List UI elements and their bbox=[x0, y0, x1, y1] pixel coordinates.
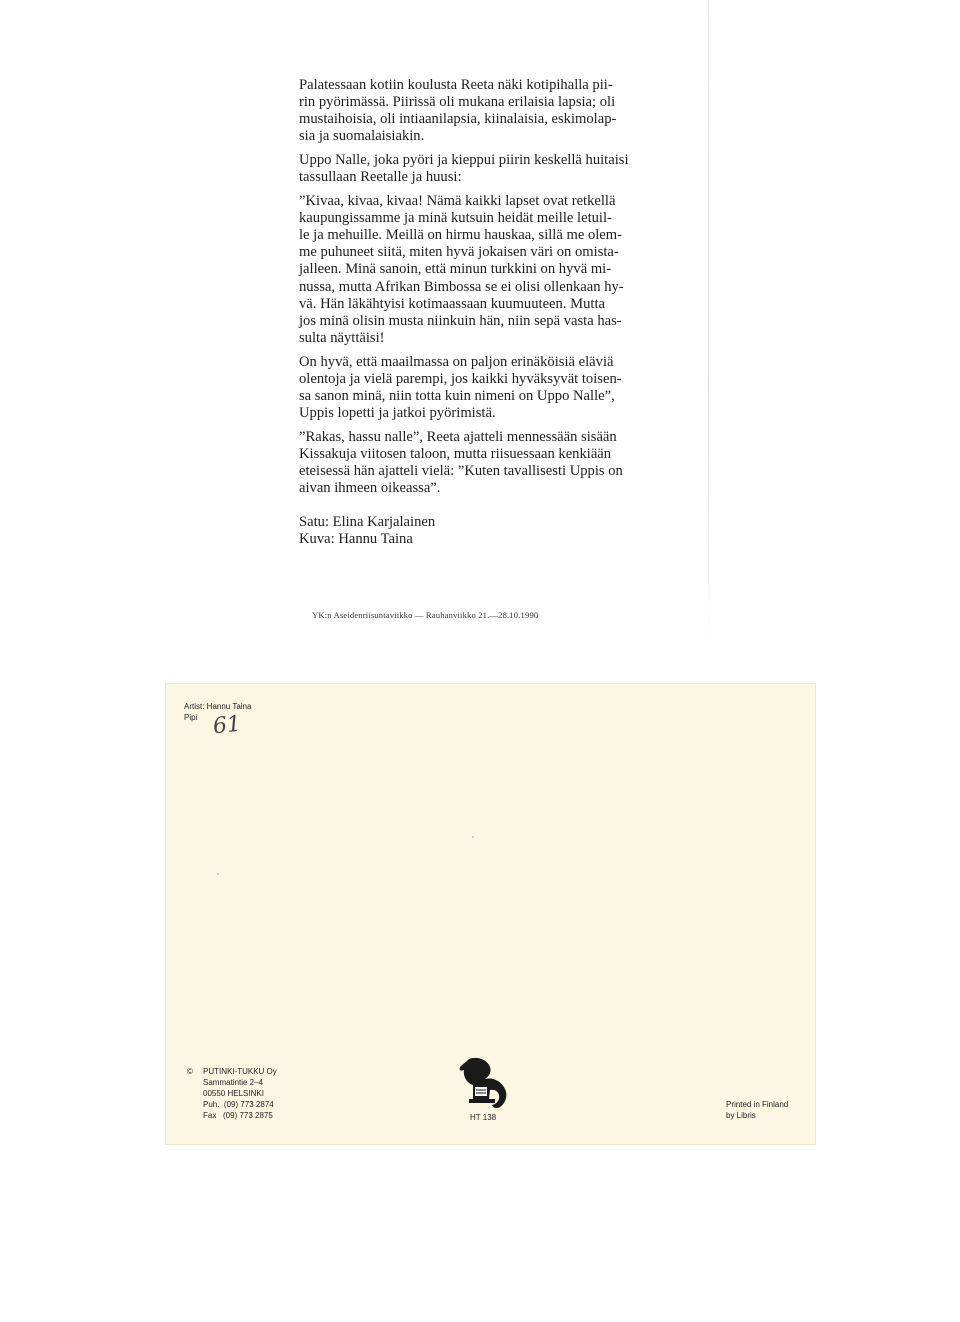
event-footer: YK:n Aseidenriisuntaviikko — Rauhanviikko 21.—28.10.1990 bbox=[312, 610, 539, 620]
handwritten-note: 61 bbox=[211, 711, 243, 740]
story-paragraph-4: On hyvä, että maailmassa on paljon erinäköisiä eläviä olentoja ja vielä parempi, jos kaikki hyväksyvät toisen- sa sanon minä, niin totta kuin nimeni on Uppo Nalle”, Uppis lopetti ja jatkoi pyörimistä. bbox=[299, 353, 622, 421]
postcard-back bbox=[165, 683, 816, 1145]
horse-logo-icon bbox=[455, 1055, 511, 1111]
story-paragraph-2: Uppo Nalle, joka pyöri ja kieppui piirin keskellä huitaisi tassullaan Reetalle ja huusi: bbox=[299, 152, 629, 186]
printed-location: Printed in Finland bbox=[726, 1100, 789, 1109]
copyright-symbol: © bbox=[187, 1067, 193, 1076]
product-code: HT 138 bbox=[470, 1113, 497, 1122]
publisher-info bbox=[187, 1066, 277, 1121]
story-text bbox=[299, 77, 671, 548]
printer-name: by Libris bbox=[726, 1111, 756, 1120]
publisher-phone: Puh. (09) 773 2874 bbox=[203, 1100, 274, 1109]
publisher-name-row bbox=[187, 1066, 277, 1077]
publisher-fax: Fax (09) 773 2875 bbox=[203, 1111, 273, 1120]
card-title: Pipi bbox=[184, 713, 198, 722]
story-paragraph-3: ”Kivaa, kivaa, kivaa! Nämä kaikki lapset ovat retkellä kaupungissamme ja minä kutsuin heidät meille letuil- le ja mehuille. Meillä on hirmu hauskaa, sillä me olem- me puhuneet siitä, miten hyvä jokaisen väri on omista- jalleen. Minä sanoin, että minun turkkini on hyvä mi- nussa, mutta Afrikan Bimbossa se ei olisi ollenkaan hy- vä. Hän läkähtyisi kotimaassaan kuumuuteen. Mutta jos minä olisin musta niinkuin hän, niin sepä vasta has- sulta näyttäisi! bbox=[299, 193, 624, 346]
illustrator-credit: Kuva: Hannu Taina bbox=[299, 531, 413, 548]
page-edge bbox=[708, 0, 709, 650]
story-paragraph-5: ”Rakas, hassu nalle”, Reeta ajatteli mennessään sisään Kissakuja viitosen taloon, mutta riisuessaan kenkiään eteisessä hän ajatteli vielä: ”Kuten tavallisesti Uppis on aivan ihmeen oikeassa”. bbox=[299, 428, 623, 497]
printed-info bbox=[726, 1099, 788, 1121]
speck bbox=[217, 873, 219, 875]
publisher-city: 00550 HELSINKI bbox=[203, 1089, 264, 1098]
speck bbox=[472, 836, 474, 838]
story-paragraph-1: Palatessaan kotiin koulusta Reeta näki kotipihalla pii- rin pyörimässä. Piirissä oli mukana erilaisia lapsia; oli mustaihoisia, oli intiaanilapsia, kiinalaisia, eskimolap- sia ja suomalaisiakin. bbox=[299, 77, 617, 145]
story-credits bbox=[299, 514, 671, 548]
publisher-street: Sammatintie 2–4 bbox=[203, 1078, 264, 1087]
publisher-name: PUTINKI-TUKKU Oy bbox=[203, 1067, 277, 1076]
artist-name: Artist: Hannu Taina bbox=[184, 702, 252, 711]
author-credit: Satu: Elina Karjalainen bbox=[299, 514, 436, 531]
